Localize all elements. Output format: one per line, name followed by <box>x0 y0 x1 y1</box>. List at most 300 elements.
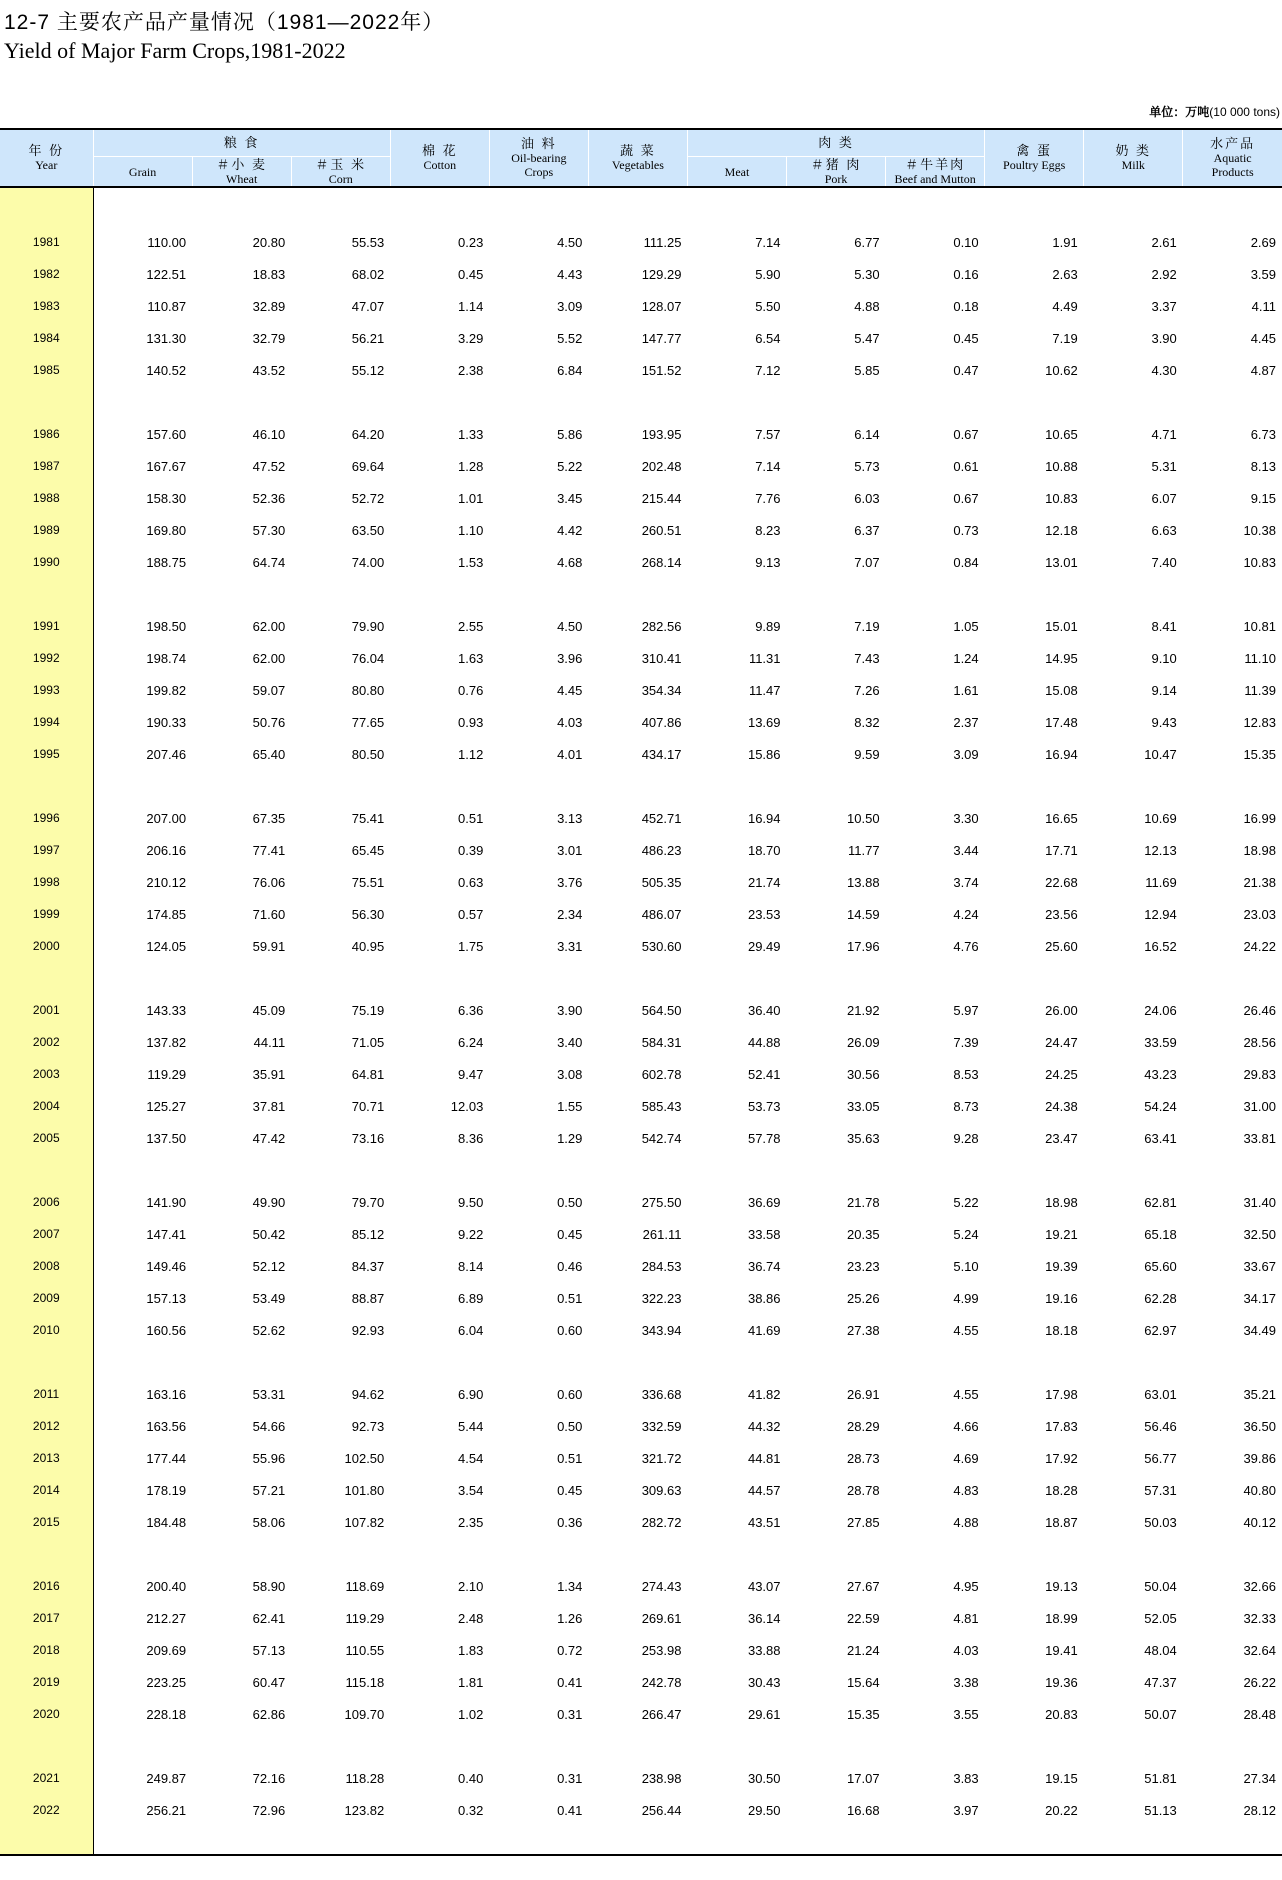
table-row <box>0 1474 1282 1506</box>
value-cell: 16.94 <box>1045 746 1078 762</box>
value-cell: 4.54 <box>458 1450 484 1466</box>
value-cell: 242.78 <box>641 1674 682 1690</box>
value-cell: 163.16 <box>146 1386 187 1402</box>
value-cell: 52.72 <box>351 490 385 506</box>
value-cell: 3.97 <box>953 1802 979 1818</box>
value-cell: 72.16 <box>252 1770 286 1786</box>
value-cell: 6.77 <box>854 234 880 250</box>
value-cell: 157.13 <box>146 1290 187 1306</box>
value-cell: 20.83 <box>1045 1706 1078 1722</box>
table-row <box>0 1634 1282 1666</box>
value-cell: 8.36 <box>458 1130 484 1146</box>
value-cell: 2.37 <box>953 714 979 730</box>
value-cell: 62.00 <box>252 650 286 666</box>
value-cell: 19.39 <box>1045 1258 1078 1274</box>
value-cell: 52.62 <box>252 1322 286 1338</box>
table-row <box>0 1314 1282 1346</box>
value-cell: 14.59 <box>847 906 880 922</box>
table-row <box>0 802 1282 834</box>
value-cell: 0.51 <box>458 810 484 826</box>
value-cell: 26.22 <box>1243 1674 1276 1690</box>
value-cell: 36.14 <box>747 1610 781 1626</box>
table-row <box>0 1570 1282 1602</box>
value-cell: 33.05 <box>847 1098 880 1114</box>
value-cell: 119.29 <box>147 1066 187 1082</box>
col-milk: 奶 类 Milk <box>1084 129 1183 187</box>
year-cell: 1999 <box>0 898 93 930</box>
value-cell: 190.33 <box>146 714 187 730</box>
value-cell: 9.15 <box>1250 490 1276 506</box>
value-cell: 269.61 <box>641 1610 682 1626</box>
value-cell: 40.80 <box>1243 1482 1276 1498</box>
unit-label <box>1149 103 1280 120</box>
value-cell: 17.98 <box>1045 1386 1078 1402</box>
value-cell: 0.31 <box>557 1770 583 1786</box>
value-cell: 452.71 <box>641 810 682 826</box>
value-cell: 3.96 <box>557 650 583 666</box>
year-cell: 2021 <box>0 1762 93 1794</box>
value-cell: 2.55 <box>458 618 484 634</box>
value-cell: 4.95 <box>953 1578 979 1594</box>
value-cell: 1.81 <box>458 1674 484 1690</box>
value-cell: 10.83 <box>1243 554 1276 570</box>
value-cell: 1.33 <box>458 426 484 442</box>
value-cell: 69.64 <box>351 458 385 474</box>
value-cell: 62.28 <box>1144 1290 1177 1306</box>
value-cell: 5.10 <box>953 1258 979 1274</box>
value-cell: 52.36 <box>252 490 286 506</box>
value-cell: 4.88 <box>854 298 880 314</box>
value-cell: 602.78 <box>641 1066 682 1082</box>
year-cell: 2004 <box>0 1090 93 1122</box>
value-cell: 43.07 <box>747 1578 781 1594</box>
value-cell: 7.26 <box>854 682 880 698</box>
table-title-cn: 12-7 主要农产品产量情况（1981—2022年） <box>4 11 445 34</box>
value-cell: 4.81 <box>953 1610 979 1626</box>
value-cell: 4.55 <box>953 1322 979 1338</box>
value-cell: 19.36 <box>1045 1674 1078 1690</box>
value-cell: 0.39 <box>458 842 484 858</box>
value-cell: 1.10 <box>458 522 484 538</box>
table-row <box>0 1698 1282 1730</box>
value-cell: 2.35 <box>458 1514 484 1530</box>
value-cell: 18.98 <box>1243 842 1276 858</box>
value-cell: 71.05 <box>351 1034 385 1050</box>
value-cell: 0.45 <box>953 330 979 346</box>
value-cell: 115.18 <box>345 1674 385 1690</box>
value-cell: 21.78 <box>847 1194 880 1210</box>
value-cell: 3.90 <box>1151 330 1177 346</box>
value-cell: 3.01 <box>557 842 583 858</box>
value-cell: 76.06 <box>252 874 286 890</box>
value-cell: 486.23 <box>641 842 682 858</box>
value-cell: 18.70 <box>747 842 781 858</box>
value-cell: 228.18 <box>146 1706 187 1722</box>
year-cell: 2011 <box>0 1378 93 1410</box>
value-cell: 5.97 <box>953 1002 979 1018</box>
value-cell: 33.67 <box>1243 1258 1276 1274</box>
year-cell: 1992 <box>0 642 93 674</box>
year-cell: 2017 <box>0 1602 93 1634</box>
value-cell: 24.25 <box>1045 1066 1078 1082</box>
value-cell: 57.30 <box>252 522 286 538</box>
value-cell: 88.87 <box>351 1290 385 1306</box>
value-cell: 3.45 <box>557 490 583 506</box>
value-cell: 57.78 <box>747 1130 781 1146</box>
row-spacer <box>0 1346 1282 1378</box>
value-cell: 23.47 <box>1045 1130 1078 1146</box>
value-cell: 22.59 <box>847 1610 880 1626</box>
value-cell: 15.86 <box>747 746 781 762</box>
value-cell: 36.74 <box>747 1258 781 1274</box>
value-cell: 60.47 <box>252 1674 286 1690</box>
value-cell: 75.41 <box>351 810 385 826</box>
year-cell: 1984 <box>0 322 93 354</box>
value-cell: 6.90 <box>458 1386 484 1402</box>
value-cell: 56.30 <box>351 906 385 922</box>
table-row <box>0 866 1282 898</box>
value-cell: 9.22 <box>458 1226 484 1242</box>
value-cell: 7.43 <box>854 650 880 666</box>
table-row <box>0 1186 1282 1218</box>
year-cell: 1995 <box>0 738 93 770</box>
value-cell: 1.91 <box>1052 234 1078 250</box>
value-cell: 50.07 <box>1144 1706 1177 1722</box>
year-cell: 2012 <box>0 1410 93 1442</box>
value-cell: 9.10 <box>1151 650 1177 666</box>
value-cell: 21.74 <box>747 874 781 890</box>
value-cell: 193.95 <box>641 426 682 442</box>
value-cell: 7.07 <box>854 554 880 570</box>
year-cell: 2001 <box>0 994 93 1026</box>
value-cell: 30.50 <box>747 1770 781 1786</box>
value-cell: 64.74 <box>252 554 286 570</box>
value-cell: 1.24 <box>953 650 979 666</box>
value-cell: 65.45 <box>351 842 385 858</box>
value-cell: 11.77 <box>848 842 880 858</box>
value-cell: 157.60 <box>146 426 187 442</box>
value-cell: 8.13 <box>1250 458 1276 474</box>
value-cell: 282.56 <box>641 618 682 634</box>
table-row <box>0 258 1282 290</box>
value-cell: 6.89 <box>458 1290 484 1306</box>
value-cell: 137.82 <box>146 1034 187 1050</box>
col-grain: Grain <box>93 157 192 188</box>
value-cell: 266.47 <box>641 1706 682 1722</box>
value-cell: 64.20 <box>351 426 385 442</box>
value-cell: 542.74 <box>641 1130 682 1146</box>
year-cell: 2013 <box>0 1442 93 1474</box>
value-cell: 77.41 <box>252 842 286 858</box>
value-cell: 188.75 <box>146 554 187 570</box>
value-cell: 3.54 <box>458 1482 484 1498</box>
value-cell: 29.49 <box>747 938 781 954</box>
value-cell: 3.30 <box>953 810 979 826</box>
value-cell: 0.84 <box>953 554 979 570</box>
value-cell: 50.76 <box>252 714 286 730</box>
value-cell: 23.53 <box>747 906 781 922</box>
value-cell: 77.65 <box>351 714 385 730</box>
value-cell: 141.90 <box>146 1194 187 1210</box>
value-cell: 68.02 <box>351 266 385 282</box>
table-row <box>0 1506 1282 1538</box>
table-row <box>0 1794 1282 1826</box>
value-cell: 3.13 <box>557 810 583 826</box>
col-cotton: 棉 花 Cotton <box>390 129 489 187</box>
row-spacer <box>0 187 1282 226</box>
value-cell: 564.50 <box>641 1002 682 1018</box>
year-cell: 1987 <box>0 450 93 482</box>
value-cell: 1.83 <box>458 1642 484 1658</box>
value-cell: 434.17 <box>641 746 682 762</box>
value-cell: 163.56 <box>146 1418 187 1434</box>
value-cell: 57.21 <box>252 1482 286 1498</box>
value-cell: 16.65 <box>1045 810 1078 826</box>
value-cell: 109.70 <box>344 1706 385 1722</box>
value-cell: 16.68 <box>847 1802 880 1818</box>
value-cell: 4.45 <box>557 682 583 698</box>
value-cell: 0.16 <box>953 266 979 282</box>
value-cell: 5.73 <box>854 458 880 474</box>
value-cell: 3.40 <box>557 1034 583 1050</box>
value-cell: 9.50 <box>458 1194 484 1210</box>
value-cell: 39.86 <box>1243 1450 1276 1466</box>
year-cell: 1998 <box>0 866 93 898</box>
value-cell: 0.40 <box>458 1770 484 1786</box>
value-cell: 198.50 <box>146 618 187 634</box>
value-cell: 35.91 <box>252 1066 286 1082</box>
value-cell: 76.04 <box>351 650 385 666</box>
value-cell: 486.07 <box>641 906 682 922</box>
value-cell: 1.02 <box>458 1706 484 1722</box>
value-cell: 7.76 <box>755 490 781 506</box>
value-cell: 12.94 <box>1144 906 1177 922</box>
value-cell: 0.51 <box>557 1290 583 1306</box>
value-cell: 31.40 <box>1243 1194 1276 1210</box>
value-cell: 19.13 <box>1045 1578 1078 1594</box>
value-cell: 200.40 <box>146 1578 187 1594</box>
value-cell: 17.48 <box>1045 714 1078 730</box>
value-cell: 110.55 <box>345 1642 385 1658</box>
value-cell: 27.67 <box>847 1578 880 1594</box>
value-cell: 332.59 <box>641 1418 682 1434</box>
value-cell: 0.47 <box>953 362 979 378</box>
value-cell: 50.04 <box>1144 1578 1177 1594</box>
value-cell: 122.51 <box>146 266 187 282</box>
table-header <box>0 129 1282 187</box>
value-cell: 23.56 <box>1045 906 1078 922</box>
table-row <box>0 1058 1282 1090</box>
value-cell: 7.40 <box>1151 554 1177 570</box>
value-cell: 32.79 <box>252 330 286 346</box>
value-cell: 24.22 <box>1243 938 1276 954</box>
table-row <box>0 514 1282 546</box>
year-cell: 1986 <box>0 418 93 450</box>
value-cell: 158.30 <box>146 490 187 506</box>
value-cell: 29.83 <box>1243 1066 1276 1082</box>
value-cell: 24.47 <box>1045 1034 1078 1050</box>
value-cell: 63.50 <box>351 522 385 538</box>
value-cell: 6.36 <box>458 1002 484 1018</box>
value-cell: 25.26 <box>847 1290 880 1306</box>
value-cell: 3.09 <box>557 298 583 314</box>
value-cell: 32.89 <box>252 298 286 314</box>
year-cell: 2009 <box>0 1282 93 1314</box>
value-cell: 8.53 <box>953 1066 979 1082</box>
value-cell: 10.47 <box>1144 746 1177 762</box>
value-cell: 26.00 <box>1045 1002 1078 1018</box>
value-cell: 0.23 <box>458 234 484 250</box>
value-cell: 18.87 <box>1045 1514 1078 1530</box>
value-cell: 310.41 <box>641 650 682 666</box>
value-cell: 15.35 <box>847 1706 880 1722</box>
value-cell: 10.88 <box>1045 458 1078 474</box>
year-cell: 2019 <box>0 1666 93 1698</box>
value-cell: 21.38 <box>1243 874 1276 890</box>
value-cell: 18.28 <box>1045 1482 1078 1498</box>
value-cell: 27.38 <box>847 1322 880 1338</box>
value-cell: 21.24 <box>847 1642 880 1658</box>
value-cell: 32.66 <box>1243 1578 1276 1594</box>
year-cell: 1993 <box>0 674 93 706</box>
value-cell: 70.71 <box>351 1098 385 1114</box>
value-cell: 41.82 <box>747 1386 781 1402</box>
value-cell: 6.73 <box>1250 426 1276 442</box>
value-cell: 8.14 <box>458 1258 484 1274</box>
table-row <box>0 290 1282 322</box>
value-cell: 6.04 <box>458 1322 484 1338</box>
value-cell: 147.77 <box>641 330 682 346</box>
table-row <box>0 1410 1282 1442</box>
value-cell: 52.41 <box>747 1066 781 1082</box>
value-cell: 94.62 <box>351 1386 385 1402</box>
value-cell: 129.29 <box>641 266 682 282</box>
table-row <box>0 642 1282 674</box>
value-cell: 4.76 <box>953 938 979 954</box>
table-row <box>0 1378 1282 1410</box>
year-cell: 1988 <box>0 482 93 514</box>
value-cell: 256.44 <box>641 1802 682 1818</box>
value-cell: 6.14 <box>854 426 880 442</box>
table-row <box>0 1762 1282 1794</box>
value-cell: 2.48 <box>458 1610 484 1626</box>
value-cell: 58.90 <box>252 1578 286 1594</box>
value-cell: 1.14 <box>458 298 484 314</box>
value-cell: 8.41 <box>1151 618 1177 634</box>
value-cell: 26.09 <box>847 1034 880 1050</box>
value-cell: 92.93 <box>351 1322 385 1338</box>
unit-en: (10 000 tons) <box>1209 105 1280 119</box>
value-cell: 284.53 <box>641 1258 682 1274</box>
value-cell: 9.89 <box>755 618 781 634</box>
col-beef: ＃牛羊肉 Beef and Mutton <box>886 157 985 188</box>
value-cell: 12.03 <box>450 1098 484 1114</box>
year-cell: 1982 <box>0 258 93 290</box>
value-cell: 5.31 <box>1151 458 1177 474</box>
value-cell: 28.78 <box>847 1482 880 1498</box>
value-cell: 40.95 <box>351 938 385 954</box>
value-cell: 7.57 <box>755 426 781 442</box>
year-cell: 2008 <box>0 1250 93 1282</box>
value-cell: 10.65 <box>1045 426 1078 442</box>
value-cell: 65.60 <box>1144 1258 1177 1274</box>
value-cell: 274.43 <box>641 1578 682 1594</box>
value-cell: 0.51 <box>557 1450 583 1466</box>
value-cell: 55.96 <box>252 1450 286 1466</box>
value-cell: 3.08 <box>557 1066 583 1082</box>
value-cell: 0.93 <box>458 714 484 730</box>
value-cell: 407.86 <box>641 714 682 730</box>
value-cell: 47.52 <box>252 458 286 474</box>
value-cell: 4.83 <box>953 1482 979 1498</box>
value-cell: 2.10 <box>458 1578 484 1594</box>
value-cell: 0.61 <box>953 458 979 474</box>
value-cell: 5.30 <box>854 266 880 282</box>
value-cell: 80.80 <box>351 682 385 698</box>
value-cell: 6.84 <box>557 362 583 378</box>
value-cell: 3.44 <box>953 842 979 858</box>
value-cell: 0.67 <box>953 490 979 506</box>
value-cell: 5.44 <box>458 1418 484 1434</box>
value-cell: 52.12 <box>252 1258 286 1274</box>
value-cell: 11.69 <box>1145 874 1177 890</box>
value-cell: 35.63 <box>847 1130 880 1146</box>
value-cell: 6.03 <box>854 490 880 506</box>
value-cell: 17.07 <box>847 1770 880 1786</box>
value-cell: 4.45 <box>1250 330 1276 346</box>
year-cell: 2006 <box>0 1186 93 1218</box>
value-cell: 309.63 <box>641 1482 682 1498</box>
value-cell: 177.44 <box>146 1450 187 1466</box>
value-cell: 59.91 <box>252 938 286 954</box>
value-cell: 7.12 <box>755 362 781 378</box>
value-cell: 0.57 <box>458 906 484 922</box>
table-row <box>0 1282 1282 1314</box>
value-cell: 3.90 <box>557 1002 583 1018</box>
value-cell: 18.83 <box>252 266 286 282</box>
value-cell: 23.23 <box>847 1258 880 1274</box>
value-cell: 51.13 <box>1144 1802 1177 1818</box>
value-cell: 20.80 <box>252 234 286 250</box>
value-cell: 75.51 <box>351 874 385 890</box>
value-cell: 50.03 <box>1144 1514 1177 1530</box>
value-cell: 9.28 <box>953 1130 979 1146</box>
value-cell: 107.82 <box>344 1514 385 1530</box>
value-cell: 4.03 <box>557 714 583 730</box>
col-eggs: 禽 蛋 Poultry Eggs <box>985 129 1084 187</box>
value-cell: 28.73 <box>847 1450 880 1466</box>
value-cell: 0.60 <box>557 1386 583 1402</box>
value-cell: 151.52 <box>641 362 682 378</box>
row-spacer <box>0 578 1282 610</box>
value-cell: 101.80 <box>344 1482 385 1498</box>
value-cell: 5.90 <box>755 266 781 282</box>
value-cell: 0.50 <box>557 1194 583 1210</box>
value-cell: 38.86 <box>747 1290 781 1306</box>
value-cell: 53.49 <box>252 1290 286 1306</box>
row-spacer <box>0 1826 1282 1855</box>
value-cell: 24.06 <box>1144 1002 1177 1018</box>
value-cell: 56.46 <box>1144 1418 1177 1434</box>
col-oil: 油 料 Oil-bearing Crops <box>489 129 588 187</box>
value-cell: 16.99 <box>1243 810 1276 826</box>
value-cell: 321.72 <box>641 1450 682 1466</box>
value-cell: 102.50 <box>344 1450 385 1466</box>
value-cell: 209.69 <box>146 1642 187 1658</box>
table-title-en: Yield of Major Farm Crops,1981-2022 <box>4 38 346 63</box>
value-cell: 28.12 <box>1243 1802 1276 1818</box>
value-cell: 6.24 <box>458 1034 484 1050</box>
